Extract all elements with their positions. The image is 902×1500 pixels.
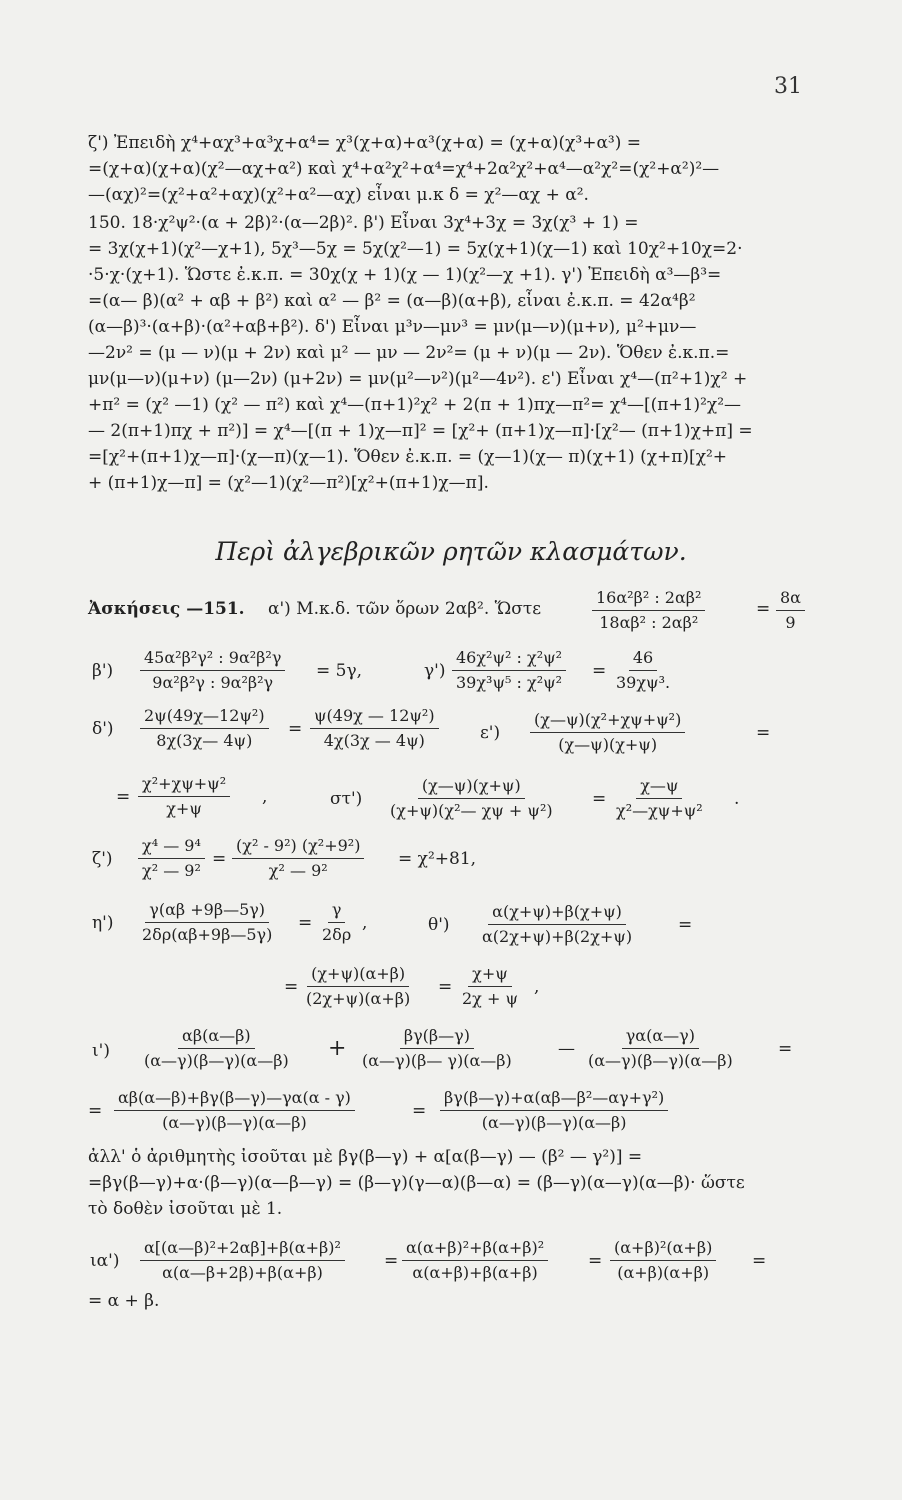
fraction	[358, 1026, 516, 1071]
numerator: (χ² - 9²) (χ²+9²)	[232, 836, 364, 859]
denominator: (α+β)(α+β)	[617, 1263, 710, 1282]
numerator: 46	[629, 648, 657, 671]
item-label: γ')	[424, 661, 446, 681]
denominator: (α—γ)(β—γ)(α—β)	[481, 1113, 627, 1132]
denominator: χ+ψ	[166, 799, 202, 818]
fraction	[114, 1088, 355, 1133]
equals: =	[288, 719, 303, 739]
numerator: α[(α—β)²+2αβ]+β(α+β)²	[140, 1238, 345, 1261]
denominator: α(α+β)+β(α+β)	[412, 1263, 538, 1282]
fraction	[440, 1088, 668, 1133]
fraction	[302, 964, 414, 1009]
denominator: (α—γ)(β—γ)(α—β)	[588, 1051, 733, 1070]
numerator: βγ(β—γ)+α(αβ—β²—αγ+γ²)	[440, 1088, 668, 1111]
item-label: ζ')	[92, 849, 113, 869]
equals: =	[88, 1101, 103, 1121]
item-label: ι')	[92, 1041, 110, 1061]
numerator: ψ(49χ — 12ψ²)	[310, 706, 439, 729]
text-line: =βγ(β—γ)+α·(β—γ)(α—β—γ) = (β—γ)(γ—α)(β—α) = (β—γ)(α—γ)(α—β)· ὥστε	[88, 1173, 745, 1193]
text-line: =[χ²+(π+1)χ—π]·(χ—π)(χ—1). Ὅθεν ἐ.κ.π. = (χ—1)(χ— π)(χ+1) (χ+π)[χ²+	[88, 447, 728, 467]
numerator: (α+β)²(α+β)	[610, 1238, 716, 1261]
fraction	[140, 706, 269, 751]
fraction	[386, 776, 557, 821]
numerator: βγ(β—γ)	[400, 1026, 474, 1049]
equals: =	[298, 913, 313, 933]
equals: =	[284, 977, 299, 997]
numerator: χ+ψ	[468, 964, 512, 987]
numerator: χ⁴ — 9⁴	[138, 836, 205, 859]
fraction	[402, 1238, 548, 1283]
text-line: = 3χ(χ+1)(χ²—χ+1), 5χ³—5χ = 5χ(χ²—1) = 5χ(χ+1)(χ—1) καὶ 10χ²+10χ=2·	[88, 239, 743, 259]
page-number: 31	[774, 74, 802, 99]
numerator: αβ(α—β)	[178, 1026, 255, 1049]
text-line: μν(μ—ν)(μ+ν) (μ—2ν) (μ+2ν) = μν(μ²—ν²)(μ²—4ν²). ε') Εἶναι χ⁴—(π²+1)χ² +	[88, 369, 748, 389]
numerator: (χ—ψ)(χ+ψ)	[418, 776, 525, 799]
denominator: 9α²β²γ : 9α²β²γ	[152, 673, 274, 692]
text-line: 150. 18·χ²ψ²·(α + 2β)²·(α—2β)². β') Εἶναι 3χ⁴+3χ = 3χ(χ³ + 1) =	[88, 213, 639, 233]
denominator: 2δρ	[322, 925, 352, 944]
numerator: 46χ²ψ² : χ²ψ²	[452, 648, 566, 671]
fraction	[318, 900, 355, 945]
fraction	[138, 774, 230, 819]
plus: +	[328, 1036, 347, 1061]
equals: =	[756, 723, 771, 743]
denominator: 4χ(3χ — 4ψ)	[323, 731, 425, 750]
fraction	[232, 836, 364, 881]
denominator: (α—γ)(β— γ)(α—β)	[362, 1051, 512, 1070]
numerator: (χ+ψ)(α+β)	[307, 964, 409, 987]
text-line: ἀλλ' ὁ ἀριθμητὴς ἰσοῦται μὲ βγ(β—γ) + α[α(β—γ) — (β² — γ²)] =	[88, 1147, 643, 1167]
numerator: 16α²β² : 2αβ²	[592, 588, 705, 611]
denominator: α(2χ+ψ)+β(2χ+ψ)	[482, 927, 633, 946]
fraction	[530, 710, 685, 755]
fraction	[584, 1026, 737, 1071]
denominator: 39χψ³.	[616, 673, 671, 692]
numerator: γ(αβ +9β—5γ)	[145, 900, 269, 923]
numerator: γ	[328, 900, 346, 923]
numerator: χ²+χψ+ψ²	[138, 774, 230, 797]
equals: =	[212, 849, 227, 869]
fraction	[776, 588, 805, 633]
denominator: χ² — 9²	[268, 861, 328, 880]
fraction	[478, 902, 636, 947]
item-label: η')	[92, 913, 114, 933]
text-line: +π² = (χ² —1) (χ² — π²) καὶ χ⁴—(π+1)²χ² + 2(π + 1)πχ—π²= χ⁴—[(π+1)²χ²—	[88, 395, 742, 415]
numerator: (χ—ψ)(χ²+χψ+ψ²)	[530, 710, 685, 733]
denominator: 2δρ(αβ+9β—5γ)	[142, 925, 273, 944]
text-line: —(αχ)²=(χ²+α²+αχ)(χ²+α²—αχ) εἶναι μ.κ δ = χ²—αχ + α².	[88, 185, 589, 205]
fraction	[140, 1238, 345, 1283]
exercise-heading: Ἀσκήσεις —151.	[88, 599, 245, 619]
final-result: = α + β.	[88, 1291, 160, 1311]
fraction	[140, 1026, 293, 1071]
section-title: Περὶ ἀλγεβρικῶν ρητῶν κλασμάτων.	[215, 537, 687, 566]
item-label: ε')	[480, 723, 501, 743]
exercise-a-text: α') Μ.κ.δ. τῶν ὅρων 2αβ². Ὥστε	[268, 599, 542, 619]
comma: ,	[534, 977, 540, 997]
fraction	[138, 836, 205, 881]
fraction	[140, 648, 285, 693]
text-line: =(α— β)(α² + αβ + β²) καὶ α² — β² = (α—β)(α+β), εἶναι ἐ.κ.π. = 42α⁴β²	[88, 291, 696, 311]
numerator: α(α+β)²+β(α+β)²	[402, 1238, 548, 1261]
text-line: + (π+1)χ—π] = (χ²—1)(χ²—π²)[χ²+(π+1)χ—π].	[88, 473, 489, 493]
equals: =	[756, 599, 771, 619]
text-line: (α—β)³·(α+β)·(α²+αβ+β²). δ') Εἶναι μ³ν—μν³ = μν(μ—ν)(μ+ν), μ²+μν—	[88, 317, 697, 337]
equals: =	[752, 1251, 767, 1271]
denominator: (2χ+ψ)(α+β)	[306, 989, 411, 1008]
equals: =	[438, 977, 453, 997]
denominator: (χ—ψ)(χ+ψ)	[558, 735, 658, 754]
numerator: αβ(α—β)+βγ(β—γ)—γα(α - γ)	[114, 1088, 355, 1111]
denominator: 8χ(3χ— 4ψ)	[156, 731, 253, 750]
equals: =	[778, 1039, 793, 1059]
denominator: (α—γ)(β—γ)(α—β)	[144, 1051, 289, 1070]
equals: =	[116, 787, 131, 807]
equals: =	[592, 661, 607, 681]
period: .	[734, 789, 740, 809]
denominator: χ²—χψ+ψ²	[616, 801, 703, 820]
text-line: ζ') Ἐπειδὴ χ⁴+αχ³+α³χ+α⁴= χ³(χ+α)+α³(χ+α) = (χ+α)(χ³+α³) =	[88, 133, 642, 153]
denominator: α(α—β+2β)+β(α+β)	[162, 1263, 323, 1282]
comma: ,	[362, 913, 368, 933]
item-label: ια')	[90, 1251, 120, 1271]
equals: =	[384, 1251, 399, 1271]
text-line: ·5·χ·(χ+1). Ὥστε ἐ.κ.π. = 30χ(χ + 1)(χ — 1)(χ²—χ +1). γ') Ἐπειδὴ α³—β³=	[88, 265, 722, 285]
denominator: χ² — 9²	[142, 861, 201, 880]
numerator: χ—ψ	[636, 776, 682, 799]
denominator: 18αβ² : 2αβ²	[599, 613, 699, 632]
numerator: 8α	[776, 588, 805, 611]
numerator: γα(α—γ)	[622, 1026, 699, 1049]
comma: ,	[262, 787, 268, 807]
fraction	[452, 648, 566, 693]
equals: =	[678, 915, 693, 935]
fraction	[458, 964, 522, 1009]
fraction	[138, 900, 276, 945]
denominator: (α—γ)(β—γ)(α—β)	[162, 1113, 307, 1132]
denominator: 39χ³ψ⁵ : χ²ψ²	[456, 673, 563, 692]
text-line: τὸ δοθὲν ἰσοῦται μὲ 1.	[88, 1199, 283, 1219]
equals: =	[412, 1101, 427, 1121]
denominator: 2χ + ψ	[462, 989, 518, 1008]
fraction	[592, 588, 705, 633]
result: = χ²+81,	[398, 849, 477, 869]
result: = 5γ,	[316, 661, 363, 681]
denominator: 9	[785, 613, 796, 632]
fraction	[310, 706, 439, 751]
denominator: (χ+ψ)(χ²— χψ + ψ²)	[390, 801, 553, 820]
fraction	[612, 648, 674, 693]
minus: —	[558, 1039, 575, 1059]
fraction	[612, 776, 707, 821]
numerator: 45α²β²γ² : 9α²β²γ	[140, 648, 285, 671]
item-label: δ')	[92, 719, 114, 739]
numerator: α(χ+ψ)+β(χ+ψ)	[488, 902, 626, 925]
item-label: θ')	[428, 915, 450, 935]
item-label: β')	[92, 661, 114, 681]
numerator: 2ψ(49χ—12ψ²)	[140, 706, 269, 729]
text-line: — 2(π+1)πχ + π²)] = χ⁴—[(π + 1)χ—π]² = [χ²+ (π+1)χ—π]·[χ²— (π+1)χ+π] =	[88, 421, 753, 441]
fraction	[610, 1238, 716, 1283]
text-line: —2ν² = (μ — ν)(μ + 2ν) καὶ μ² — μν — 2ν²= (μ + ν)(μ — 2ν). Ὅθεν ἐ.κ.π.=	[88, 343, 730, 363]
equals: =	[588, 1251, 603, 1271]
item-label: στ')	[330, 789, 363, 809]
equals: =	[592, 789, 607, 809]
text-line: =(χ+α)(χ+α)(χ²—αχ+α²) καὶ χ⁴+α²χ²+α⁴=χ⁴+2α²χ²+α⁴—α²χ²=(χ²+α²)²—	[88, 159, 720, 179]
